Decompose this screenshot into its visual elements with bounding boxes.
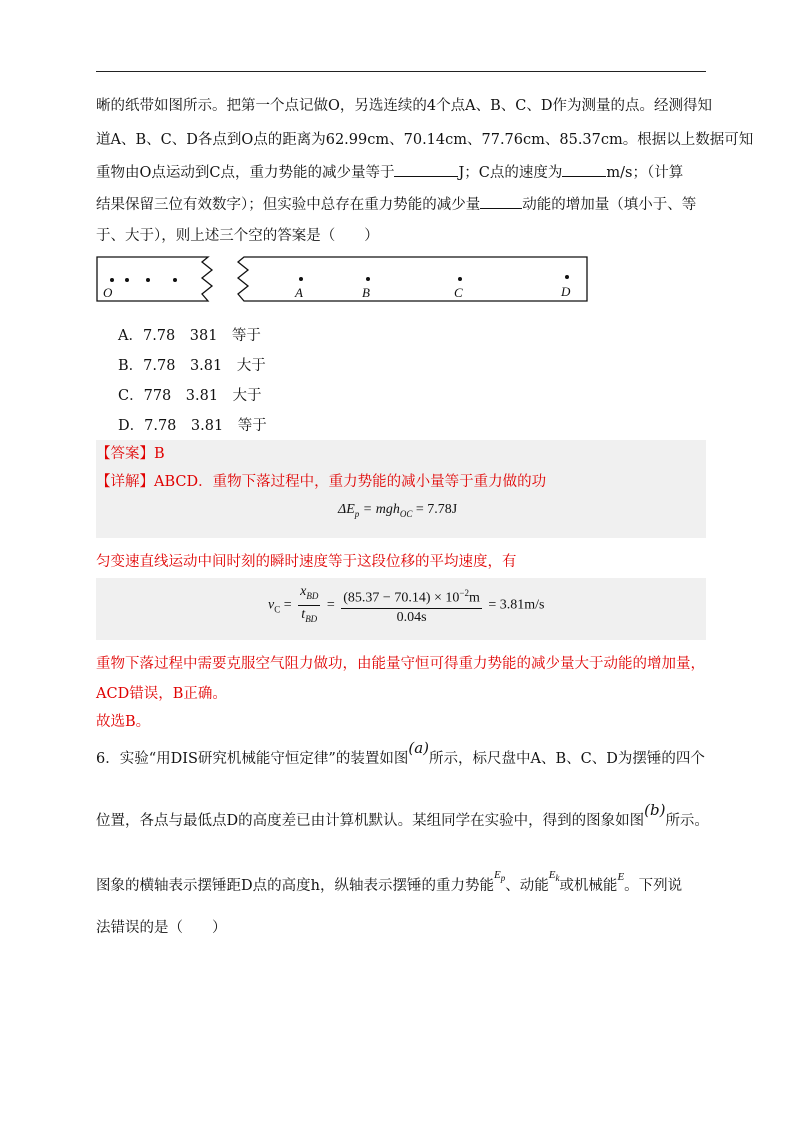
eq2-x: x — [300, 584, 307, 599]
header-rule — [96, 71, 706, 72]
q6-line-1-part-b: 所示，标尺盘中A、B、C、D为摆锤的四个 — [429, 751, 705, 767]
eq1-result: = 7.78J — [412, 502, 458, 517]
answer-text-4: ACD错误，B正确。 — [96, 686, 227, 702]
eq2-x-sub: BD — [306, 590, 319, 601]
ek-symbol: Ek — [548, 869, 560, 884]
equation-velocity: $v_C$ = $\frac{x_{BD}}{t_{BD}}$ = $\frac{(85.37 - 70.14) \times 10^{-2}m}{0.04s}$ = 3.81m/s — [268, 583, 544, 628]
paper-tape-figure — [96, 256, 588, 302]
answer-text-3: 重物下落过程中需要克服空气阻力做功，由能量守恒可得重力势能的减少量大于动能的增加量， — [96, 656, 705, 672]
q6-line-1-part-a: 6．实验“用DIS研究机械能守恒定律”的装置如图 — [96, 751, 409, 767]
tape-dot — [125, 278, 129, 282]
eq2-result: = 3.81m/s — [488, 597, 545, 613]
q6-line-3-part-c: 或机械能 — [559, 878, 618, 894]
q6-line-2-part-a: 位置，各点与最低点D的高度差已由计算机默认。某组同学在实验中，得到的图象如图 — [96, 813, 645, 829]
q6-line-2-part-b: 所示。 — [665, 813, 709, 829]
eq1-mgh: = mgh — [359, 502, 400, 517]
answer-text-5: 故选B。 — [96, 714, 151, 730]
q5-line-1: 晰的纸带如图所示。把第一个点记做O，另选连续的4个点A、B、C、D作为测量的点。经测得知 — [96, 98, 712, 114]
blank-1 — [394, 162, 458, 177]
answer-label: 【答案】B — [96, 446, 165, 462]
q5-line-2: 道A、B、C、D各点到O点的距离为62.99cm、70.14cm、77.76cm、85.37cm。根据以上数据可知 — [96, 132, 754, 148]
option-d: D．7.78 3.81 等于 — [118, 418, 267, 434]
eq1-sub: p — [354, 508, 360, 519]
eq1-sub2: OC — [399, 508, 413, 519]
ep-symbol: Ep — [493, 869, 506, 884]
tape-label-d: D — [561, 284, 571, 299]
tape-label-b: B — [362, 285, 370, 300]
answer-detail: 【详解】ABCD．重物下落过程中，重力势能的减小量等于重力做的功 — [96, 474, 547, 490]
eq2-unit: m — [468, 590, 480, 606]
q5-line-4 — [96, 194, 696, 215]
tape-dot — [173, 278, 177, 282]
option-c: C．778 3.81 大于 — [118, 388, 262, 404]
figure-a-label: (a) — [408, 739, 429, 757]
tape-dot-b — [366, 277, 370, 281]
q6-line-3-part-d: 。下列说 — [624, 878, 683, 894]
q6-line-3-part-a: 图象的横轴表示摆锤距D点的高度h，纵轴表示摆锤的重力势能 — [96, 878, 494, 894]
tape-label-a: A — [295, 285, 303, 300]
q6-line-4: 法错误的是（ ） — [96, 920, 227, 936]
equation-potential-energy — [338, 500, 457, 524]
q6-line-2 — [96, 801, 709, 831]
eq2-frac-1 — [298, 583, 320, 628]
tape-dot-o — [110, 278, 114, 282]
blank-3 — [480, 194, 522, 209]
tape-dot-d — [565, 275, 569, 279]
q5-line-3-part-b: J；C点的速度为 — [458, 165, 563, 181]
q6-line-3 — [96, 869, 683, 900]
eq2-v-sub: C — [274, 604, 281, 615]
q5-line-3-part-c: m/s；（计算 — [606, 165, 684, 181]
tape-dot — [146, 278, 150, 282]
q6-line-1 — [96, 739, 705, 769]
e-symbol: E — [617, 871, 625, 883]
tape-dot-c — [458, 277, 462, 281]
q5-line-3-part-a: 重物由O点运动到C点，重力势能的减少量等于 — [96, 165, 395, 181]
q5-line-4-part-b: 动能的增加量（填小于、等 — [522, 197, 697, 213]
q5-line-4-part-a: 结果保留三位有效数字）；但实验中总存在重力势能的减少量 — [96, 197, 481, 213]
eq2-exponent: −2 — [459, 587, 469, 598]
eq2-numerator: (85.37 − 70.14) × 10 — [343, 590, 460, 606]
option-b: B．7.78 3.81 大于 — [118, 358, 266, 374]
blank-2 — [562, 162, 606, 177]
eq2-v: v — [268, 597, 275, 613]
eq2-denominator: 0.04s — [396, 609, 427, 625]
option-a: A．7.78 381 等于 — [118, 328, 261, 344]
tape-label-o: O — [103, 285, 113, 300]
eq2-t-sub: BD — [305, 613, 318, 624]
eq2-t: t — [301, 606, 306, 622]
q6-line-3-part-b: 、动能 — [505, 878, 549, 894]
answer-text-2: 匀变速直线运动中间时刻的瞬时速度等于这段位移的平均速度，有 — [96, 554, 517, 570]
eq1-delta-e: ΔE — [338, 502, 355, 517]
tape-label-c: C — [454, 285, 463, 300]
tape-outline — [96, 256, 588, 302]
figure-b-label: (b) — [644, 801, 666, 819]
q5-line-3 — [96, 162, 683, 183]
tape-dot-a — [299, 277, 303, 281]
q5-line-5: 于、大于），则上述三个空的答案是（ ） — [96, 228, 379, 244]
eq2-frac-2 — [341, 584, 482, 627]
